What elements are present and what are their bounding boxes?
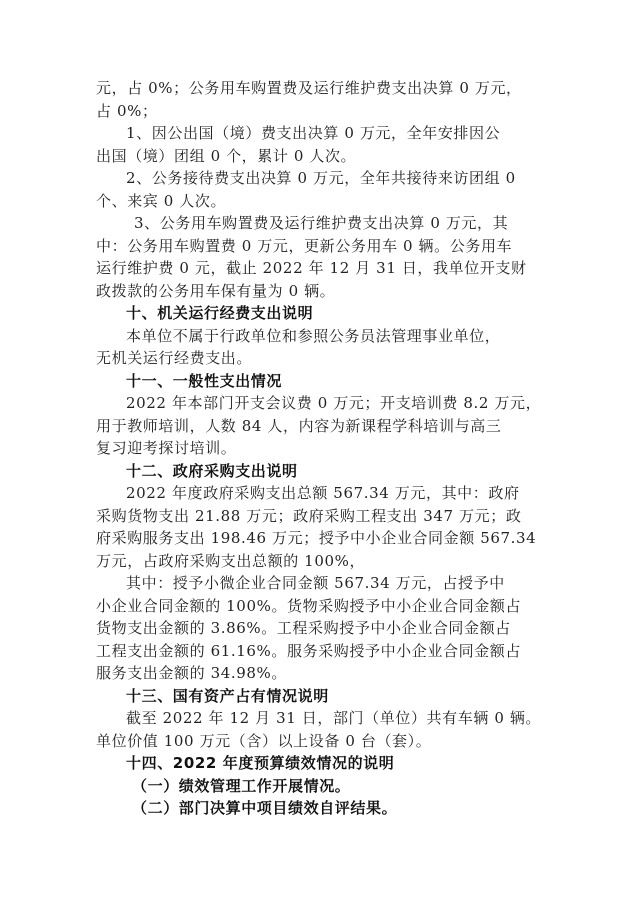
text-line: 3、公务用车购置费及运行维护费支出决算 0 万元，其 [134,214,509,232]
text-line: 2、公务接待费支出决算 0 万元，全年共接待来访团组 0 [126,169,516,187]
text-line: 采购货物支出 21.88 万元；政府采购工程支出 347 万元；政 [96,507,522,525]
text-line: 单位价值 100 万元（含）以上设备 0 台（套）。 [96,732,432,750]
section-heading: 十一、一般性支出情况 [126,372,283,390]
text-line: 用于教师培训，人数 84 人，内容为新课程学科培训与高三 [96,417,502,435]
text-line: 元，占 0%；公务用车购置费及运行维护费支出决算 0 万元， [96,79,522,97]
text-line: 占 0%； [96,102,158,120]
subsection-heading: （一）绩效管理工作开展情况。 [132,777,351,795]
section-heading: 十四、2022 年度预算绩效情况的说明 [126,754,395,772]
text-line: 复习迎考探讨培训。 [96,439,237,457]
text-line: 个、来宾 0 人次。 [96,192,227,210]
text-line: 无机关运行经费支出。 [96,349,253,367]
text-line: 1、因公出国（境）费支出决算 0 万元，全年安排因公 [126,124,501,142]
text-line: 中：公务用车购置费 0 万元，更新公务用车 0 辆。公务用车 [96,237,513,255]
text-line: 政拨款的公务用车保有量为 0 辆。 [96,282,336,300]
text-line: 万元，占政府采购支出总额的 100%， [96,552,366,570]
text-line: 截至 2022 年 12 月 31 日，部门（单位）共有车辆 0 辆。 [126,709,542,727]
text-line: 出国（境）团组 0 个，累计 0 人次。 [96,147,357,165]
text-line: 小企业合同金额的 100%。货物采购授予中小企业合同金额占 [96,597,522,615]
section-heading: 十、机关运行经费支出说明 [126,304,314,322]
text-line: 府采购服务支出 198.46 万元；授予中小企业合同金额 567.34 [96,529,537,547]
section-heading: 十二、政府采购支出说明 [126,462,298,480]
section-heading: 十三、国有资产占有情况说明 [126,687,329,705]
text-line: 服务支出金额的 34.98%。 [96,664,287,682]
text-line: 运行维护费 0 元，截止 2022 年 12 月 31 日，我单位开支财 [96,259,527,277]
text-line: 工程支出金额的 61.16%。服务采购授予中小企业合同金额占 [96,642,521,660]
text-line: 2022 年度政府采购支出总额 567.34 万元，其中：政府 [126,484,520,502]
text-line: 货物支出金额的 3.86%。工程采购授予中小企业合同金额占 [96,619,511,637]
text-line: 其中：授予小微企业合同金额 567.34 万元，占授予中 [126,574,505,592]
text-line: 2022 年本部门开支会议费 0 万元；开支培训费 8.2 万元， [126,394,542,412]
subsection-heading: （二）部门决算中项目绩效自评结果。 [132,799,398,817]
text-line: 本单位不属于行政单位和参照公务员法管理事业单位， [126,327,501,345]
